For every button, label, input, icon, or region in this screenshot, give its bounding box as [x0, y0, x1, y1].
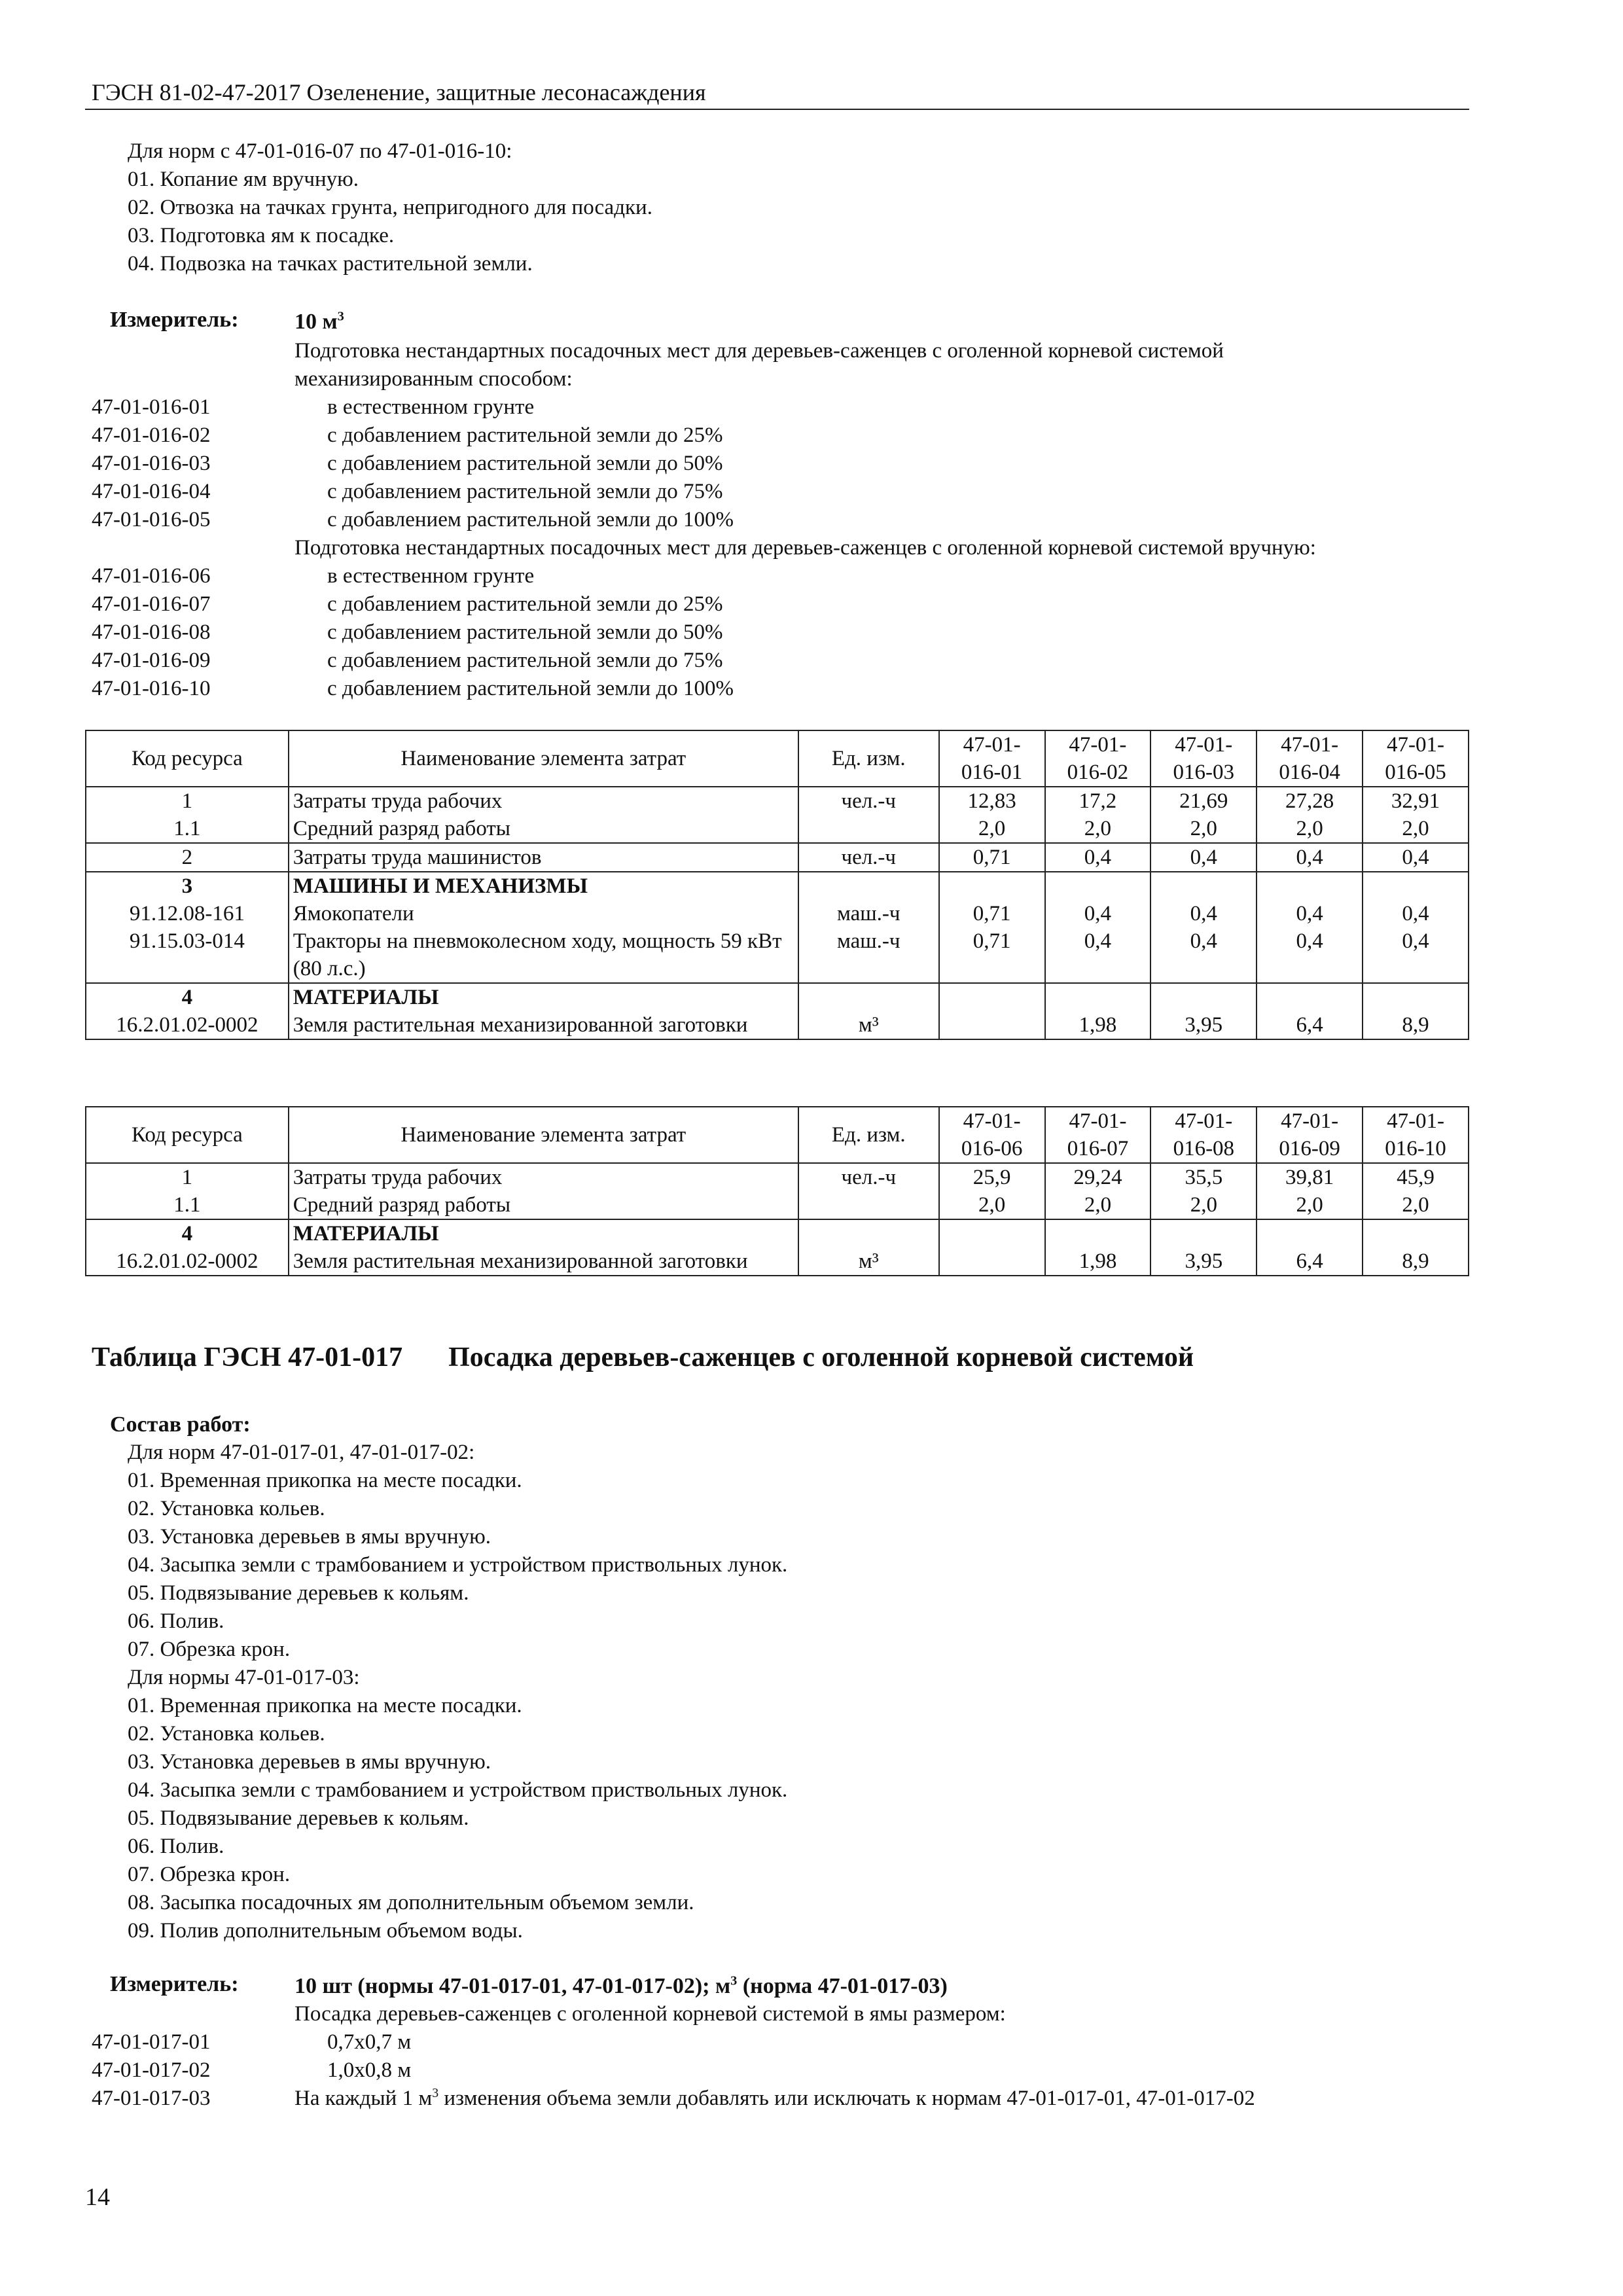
norm-codes-2: 47-01-016-06 47-01-016-07 47-01-016-08 47-01-016-09 47-01-016-10	[92, 564, 211, 700]
table-row: 4 16.2.01.02-0002 МАТЕРИАЛЫ Земля растительная механизированной заготовки м³ 1,98 3,95 6,4 8,9	[86, 1219, 1469, 1276]
col-header-code: Код ресурса	[86, 1107, 289, 1163]
norm-descs-1: в естественном грунте с добавлением растительной земли до 25% с добавлением растительной земли до 50% с добавлением растительной земли до 75% с добавлением растительной земли до 100%	[327, 395, 734, 531]
work-item: 02. Отвозка на тачках грунта, непригодного для посадки.	[128, 196, 652, 219]
col-header-name: Наименование элемента затрат	[289, 1107, 798, 1163]
header-rule	[85, 109, 1469, 110]
table-row: 4 16.2.01.02-0002 МАТЕРИАЛЫ Земля растительная механизированной заготовки м³ 1,98 3,95 6,4 8,9	[86, 983, 1469, 1039]
measure-label: Измеритель:	[110, 1972, 239, 1996]
table-row: 2 Затраты труда машинистов чел.-ч 0,71 0,4 0,4 0,4 0,4	[86, 843, 1469, 872]
running-header: ГЭСН 81-02-47-2017 Озеленение, защитные лесонасаждения	[92, 79, 706, 105]
work-item: 01. Копание ям вручную.	[128, 168, 359, 191]
table-row: 3 91.12.08-161 91.15.03-014 МАШИНЫ И МЕХАНИЗМЫ Ямокопатели Тракторы на пневмоколесном ходу, мощность 59 кВт (80 л.с.) маш.-ч маш.-ч 0,71 0,71 0,4 0,4 0,4 0,4 0,4 0,4 0,4 0,4	[86, 872, 1469, 983]
work-intro: Для норм с 47-01-016-07 по 47-01-016-10:	[128, 139, 512, 163]
measure-unit: 10 шт (нормы 47-01-017-01, 47-01-017-02); $м^3$ (норма 47-01-017-03)	[294, 1973, 948, 1998]
norm-codes-3: 47-01-017-01 47-01-017-02 47-01-017-03	[92, 2030, 211, 2110]
norm-group-title: Посадка деревьев-саженцев с оголенной корневой системой в ямы размером:	[294, 2002, 1006, 2026]
work-item: 04. Подвозка на тачках растительной земли.	[128, 252, 533, 276]
col-header-name: Наименование элемента затрат	[289, 730, 798, 787]
col-header-norm: 47-01- 016-03	[1150, 730, 1257, 787]
table-title	[92, 1342, 1194, 1373]
table-row: 1 1.1 Затраты труда рабочих Средний разряд работы чел.-ч 12,83 2,0 17,2 2,0 21,69 2,0 27,28 2,0 32,91 2,0	[86, 787, 1469, 843]
measure-label: Измеритель:	[110, 308, 239, 332]
page-number: 14	[85, 2183, 110, 2211]
resource-table-2	[85, 1106, 1469, 1276]
col-header-norm: 47-01- 016-01	[939, 730, 1045, 787]
table-header-row	[86, 730, 1469, 787]
norm-group-title: Подготовка нестандартных посадочных мест для деревьев-саженцев с оголенной корневой системой вручную:	[294, 536, 1316, 560]
resource-table-1	[85, 730, 1469, 1040]
table-id: Таблица ГЭСН 47-01-017	[92, 1342, 403, 1372]
col-header-norm: 47-01- 016-09	[1257, 1107, 1363, 1163]
col-header-norm: 47-01- 016-05	[1363, 730, 1469, 787]
col-header-code: Код ресурса	[86, 730, 289, 787]
norm-descs-3: 0,7х0,7 м 1,0х0,8 м На каждый 1 $м^3$ изменения объема земли добавлять или исключать к нормам 47-01-017-01, 47-01-017-02	[294, 2030, 1255, 2110]
work-list-017: Для норм 47-01-017-01, 47-01-017-02: 01. Временная прикопка на месте посадки. 02. Установка кольев. 03. Установка деревьев в ямы вручную. 04. Засыпка земли с трамбованием и устройством приствольных лунок. 05. Подвязывание деревьев к кольям. 06. Полив. 07. Обрезка крон. Для нормы 47-01-017-03: 01. Временная прикопка на месте посадки. 02. Установка кольев. 03. Установка деревьев в ямы вручную. 04. Засыпка земли с трамбованием и устройством приствольных лунок. 05. Подвязывание деревьев к кольям. 06. Полив. 07. Обрезка крон. 08. Засыпка посадочных ям дополнительным объемом земли. 09. Полив дополнительным объемом воды.	[128, 1441, 788, 1943]
work-item: 03. Подготовка ям к посадке.	[128, 224, 395, 247]
norm-codes-1: 47-01-016-01 47-01-016-02 47-01-016-03 47-01-016-04 47-01-016-05	[92, 395, 211, 531]
col-header-norm: 47-01- 016-04	[1257, 730, 1363, 787]
table-row: 1 1.1 Затраты труда рабочих Средний разряд работы чел.-ч 25,9 2,0 29,24 2,0 35,5 2,0 39,81 2,0 45,9 2,0	[86, 1163, 1469, 1219]
col-header-unit: Ед. изм.	[798, 730, 939, 787]
work-list-top	[128, 137, 652, 278]
norm-descs-2: в естественном грунте с добавлением растительной земли до 25% с добавлением растительной земли до 50% с добавлением растительной земли до 75% с добавлением растительной земли до 100%	[327, 564, 734, 700]
col-header-norm: 47-01- 016-10	[1363, 1107, 1469, 1163]
norm-group-title: Подготовка нестандартных посадочных мест для деревьев-саженцев с оголенной корневой системой механизированным способом:	[294, 339, 1224, 391]
col-header-norm: 47-01- 016-08	[1150, 1107, 1257, 1163]
work-composition-label: Состав работ:	[110, 1412, 251, 1437]
col-header-unit: Ед. изм.	[798, 1107, 939, 1163]
col-header-norm: 47-01- 016-02	[1045, 730, 1151, 787]
table-title-text: Посадка деревьев-саженцев с оголенной корневой системой	[448, 1342, 1194, 1372]
col-header-norm: 47-01- 016-06	[939, 1107, 1045, 1163]
col-header-norm: 47-01- 016-07	[1045, 1107, 1151, 1163]
table-header-row	[86, 1107, 1469, 1163]
measure-unit: 10 $м^3$	[294, 309, 344, 334]
